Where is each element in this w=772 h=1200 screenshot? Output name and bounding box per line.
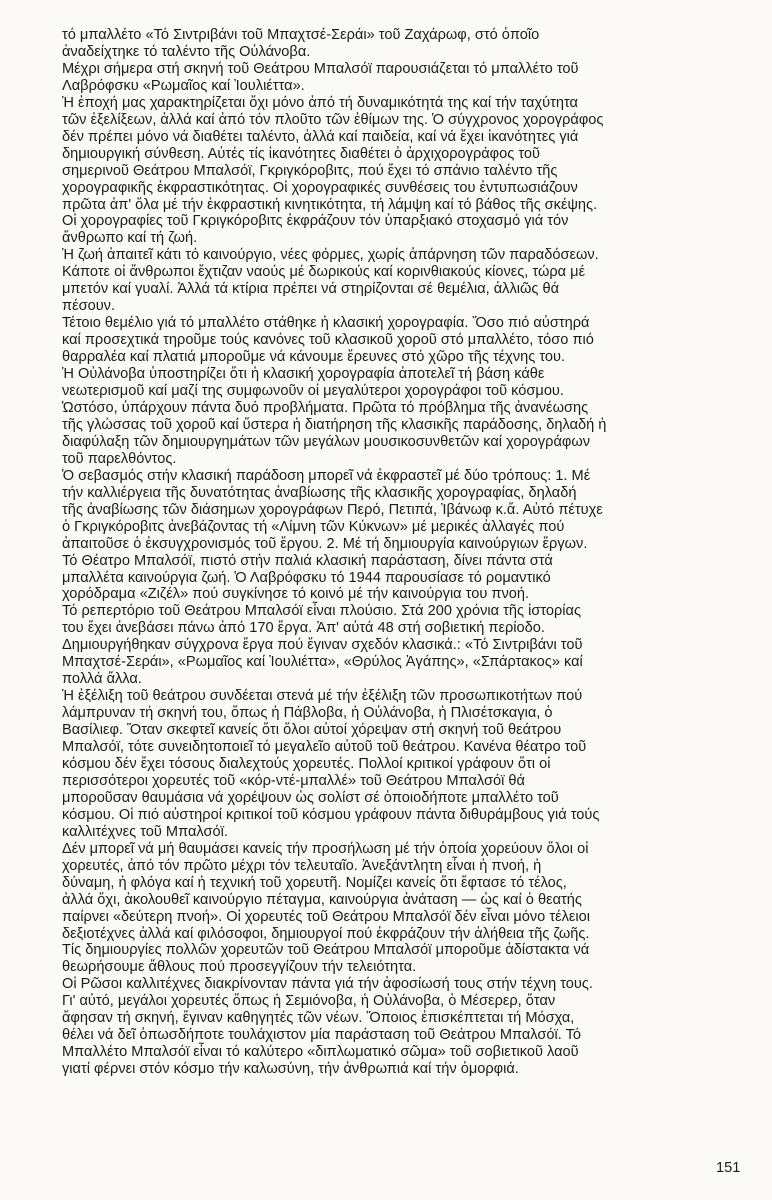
text-line: Δέν μπορεῖ νά μή θαυμάσει κανείς τήν προσήλωση μέ τήν ὁποία χορεύουν ὅλοι οἱ (62, 840, 589, 857)
text-line: Μπαχτσέ-Σεράι», «Ρωμαῖος καί Ἰουλιέττα», «Θρύλος Ἀγάπης», «Σπάρτακος» καί (62, 654, 583, 671)
text-line: Ὁ σεβασμός στήν κλασική παράδοση μπορεῖ νά ἐκφραστεῖ μέ δύο τρόπους: 1. Μέ (62, 467, 591, 484)
text-line: Κάποτε οἱ ἄνθρωποι ἔχτιζαν ναούς μέ δωρικούς καί κορινθιακούς κίονες, τώρα μέ (62, 264, 586, 281)
text-line: χορευτές, ἀπό τόν πρῶτο μέχρι τόν τελευταῖο. Ἀνεξάντλητη εἶναι ἡ πνοή, ἡ (62, 857, 542, 874)
text-line: Οἱ Ρῶσοι καλλιτέχνες διακρίνονταν πάντα γιά τήν ἀφοσίωσή τους στήν τέχνη τους. (62, 976, 593, 993)
text-line: Τό Θέατρο Μπαλσόϊ, πιστό στήν παλιά κλασική παράσταση, δίνει πάντα στά (62, 552, 553, 569)
text-line: καλλιτέχνες τοῦ Μπαλσόϊ. (62, 823, 228, 840)
text-line: θεωρήσουμε ἄθλους πού προσεγγίζουν τήν τελειότητα. (62, 959, 417, 976)
text-line: λάμπρυναν τή σκηνή του, ὅπως ἡ Πάβλοβα, ἡ Οὐλάνοβα, ἡ Πλισέτσκαγια, ὁ (62, 705, 553, 722)
text-line: δύναμη, ἡ φλόγα καί ἡ τεχνική τοῦ χορευτῆ. Νομίζει κανείς ὅτι ἔφτασε τό τέλος, (62, 874, 567, 891)
text-line: κόσμου. Οἱ πιό αὐστηροί κριτικοί τοῦ κόσμου γράφουν πάντα διθυράμβους γιά τούς (62, 806, 600, 823)
text-line: δέν πρέπει μόνο νά διαθέτει ταλέντο, ἀλλά καί παιδεία, καί νά ἔχει ἱκανότητες γιά (62, 128, 579, 145)
text-line: Μέχρι σήμερα στή σκηνή τοῦ Θεάτρου Μπαλσόϊ παρουσιάζεται τό μπαλλέτο τοῦ (62, 60, 579, 77)
text-line: μπαλλέτα καινούργια ζωή. Ὁ Λαβρόφσκυ τό 1944 παρουσίασε τό ρομαντικό (62, 569, 551, 586)
text-line: θέλει νά δεῖ ὁπωσδήποτε τουλάχιστον μία παράσταση τοῦ Θεάτρου Μπαλσόϊ. Τό (62, 1027, 582, 1044)
text-line: χορογραφικῆς ἐκφραστικότητας. Οἱ χορογραφικές συνθέσεις του ἐντυπωσιάζουν (62, 179, 578, 196)
text-line: Γι' αὐτό, μεγάλοι χορευτές ὅπως ἡ Σεμιόνοβα, ἡ Οὐλάνοβα, ὁ Μέσερερ, ὅταν (62, 993, 556, 1010)
text-line: ἄνθρωπο καί τή ζωή. (62, 230, 198, 247)
text-line: ἀναδείχτηκε τό ταλέντο τῆς Οὐλάνοβα. (62, 43, 311, 60)
text-line: Τό ρεπερτόριο τοῦ Θεάτρου Μπαλσόϊ εἶναι πλούσιο. Στά 200 χρόνια τῆς ἱστορίας (62, 603, 582, 620)
text-line: τήν καλλιέργεια τῆς δυνατότητας ἀναβίωσης τῆς κλασικῆς χορογραφίας, δηλαδή (62, 484, 577, 501)
text-line: Οἱ χορογραφίες τοῦ Γκριγκόροβιτς ἐκφράζουν τόν ὑπαρξιακό στοχασμό γιά τόν (62, 213, 569, 230)
text-line: νεωτερισμοῦ καί μαζί της συμφωνοῦν οἱ μεγαλύτεροι χορογράφοι τοῦ κόσμου. (62, 383, 564, 400)
text-line: του ἔχει ἀνεβάσει πάνω ἀπό 170 ἔργα. Ἀπ' αὐτά 48 στή σοβιετική περίοδο. (62, 620, 545, 637)
text-line: τῶν ἐξελίξεων, ἀλλά καί ἀπό τόν πλοῦτο τῶν ἐθίμων της. Ὁ σύγχρονος χορογράφος (62, 111, 604, 128)
text-line: δεξιοτέχνες ἀλλά καί φιλόσοφοι, δημιουργοί πού ἐκφράζουν τήν ἀλήθεια τῆς ζωῆς. (62, 925, 590, 942)
text-line: Τίς δημιουργίες πολλῶν χορευτῶν τοῦ Θεάτρου Μπαλσόϊ μποροῦμε ἀδίστακτα νά (62, 942, 590, 959)
text-line: ἄφησαν τή σκηνή, ἔγιναν καθηγητές τῶν νέων. Ὅποιος ἐπισκέπτεται τή Μόσχα, (62, 1010, 575, 1027)
text-line: τῆς ἀναβίωσης τῶν διάσημων χορογράφων Περό, Πετιπά, Ἰβάνωφ κ.ἄ. Αὐτό πέτυχε (62, 501, 603, 518)
text-line: Ἡ ἐποχή μας χαρακτηρίζεται ὄχι μόνο ἀπό τή δυναμικότητά της καί τήν ταχύτητα (62, 94, 578, 111)
text-line: Ἡ Οὐλάνοβα ὑποστηρίζει ὅτι ἡ κλασική χορογραφία ἀποτελεῖ τή βάση κάθε (62, 366, 545, 383)
text-line: διαφύλαξη τῶν δημιουργημάτων τῶν μεγάλων μουσικοσυνθετῶν καί χορογράφων (62, 433, 591, 450)
text-line: Λαβρόφσκυ «Ρωμαῖος καί Ἰουλιέττα». (62, 77, 305, 94)
text-line: πρῶτα ἀπ' ὅλα μέ τήν ἐκφραστική κινητικότητα, τή λάμψη καί τό βάθος τῆς σκέψης. (62, 196, 598, 213)
text-line: ἀπαιτοῦσε ὁ ἐκσυγχρονισμός τοῦ ἔργου. 2. Μέ τή δημιουργία καινούργιων ἔργων. (62, 535, 588, 552)
text-line: πολλά ἄλλα. (62, 671, 142, 688)
text-line: τοῦ παρελθόντος. (62, 450, 177, 467)
text-line: μπετόν καί γυαλί. Ἀλλά τά κτίρια πρέπει νά στηρίζονται σέ θεμέλια, ἀλλιῶς θά (62, 281, 560, 298)
text-line: Μπαλσόϊ, τότε συνειδητοποιεῖ τό μεγαλεῖο αὐτοῦ τοῦ θεάτρου. Κανένα θέατρο τοῦ (62, 739, 587, 756)
text-line: μποροῦσαν θαυμάσια νά χορέψουν ὡς σολίστ σέ ὁποιοδήποτε μπαλλέτο τοῦ (62, 789, 559, 806)
text-line: Δημιουργήθηκαν σύγχρονα ἔργα πού ἔγιναν σχεδόν κλασικά.: «Τό Σιντριβάνι τοῦ (62, 637, 583, 654)
text-line: τῆς γλώσσας τοῦ χοροῦ καί ὕστερα ἡ διατήρηση τῆς κλασικῆς παράδοσης, δηλαδή ἡ (62, 416, 607, 433)
text-line: ὁ Γκριγκόροβιτς ἀνεβάζοντας τή «Λίμνη τῶν Κύκνων» μέ μερικές ἀλλαγές πού (62, 518, 565, 535)
text-line: Μπαλλέτο Μπαλσόϊ εἶναι τό καλύτερο «διπλωματικό σῶμα» τοῦ σοβιετικοῦ λαοῦ (62, 1044, 579, 1061)
text-line: δημιουργική σύνθεση. Αὐτές τίς ἱκανότητες διαθέτει ὁ ἀρχιχορογράφος τοῦ (62, 145, 541, 162)
text-line: Ἡ ἐξέλιξη τοῦ θεάτρου συνδέεται στενά μέ τήν ἐξέλιξη τῶν προσωπικοτήτων πού (62, 688, 583, 705)
text-line: σημερινοῦ Θεάτρου Μπαλσόϊ, Γκριγκόροβιτς, πού ἔχει τό σπάνιο ταλέντο τῆς (62, 162, 558, 179)
text-line: παίρνει «δεύτερη πνοή». Οἱ χορευτές τοῦ Θεάτρου Μπαλσόϊ δέν εἶναι μόνο τέλειοι (62, 908, 591, 925)
text-line: Ὡστόσο, ὑπάρχουν πάντα δυό προβλήματα. Πρῶτα τό πρόβλημα τῆς ἀνανέωσης (62, 399, 589, 416)
text-line: περισσότεροι χορευτές τοῦ «κόρ-ντέ-μπαλλέ» τοῦ Θεάτρου Μπαλσόϊ θά (62, 772, 525, 789)
text-line: κόσμου δέν ἔχει τόσους διαλεχτούς χορευτές. Πολλοί κριτικοί γράφουν ὅτι οἱ (62, 755, 551, 772)
text-line: γιατί φέρνει στόν κόσμο τήν καλωσύνη, τήν ἀνθρωπιά καί τήν ὀμορφιά. (62, 1061, 519, 1078)
page-number: 151 (716, 1160, 741, 1176)
body-text (62, 27, 752, 1078)
text-line: Βασίλιεφ. Ὅταν σκεφτεῖ κανείς ὅτι ὅλοι αὐτοί χόρεψαν στή σκηνή τοῦ θεάτρου (62, 722, 562, 739)
text-line: καί προσεχτικά τηροῦμε τούς κανόνες τοῦ κλασικοῦ χοροῦ στό μπαλλέτο, τόσο πιό (62, 332, 594, 349)
text-line: χορόδραμα «Ζιζέλ» πού συγκίνησε τό κοινό μέ τήν καινούργια του πνοή. (62, 586, 530, 603)
text-line: ἀλλά ὄχι, ἀκολουθεῖ καινούργιο πέταγμα, καινούργια ἀνάταση — ὡς καί ὁ θεατής (62, 891, 582, 908)
text-line: θαρραλέα καί πλατιά μποροῦμε νά κάνουμε ἔρευνες στό χῶρο τῆς τέχνης του. (62, 349, 566, 366)
text-line: Ἡ ζωή ἀπαιτεῖ κάτι τό καινούργιο, νέες φόρμες, χωρίς ἀπάρνηση τῶν παραδόσεων. (62, 247, 599, 264)
text-line: Τέτοιο θεμέλιο γιά τό μπαλλέτο στάθηκε ἡ κλασική χορογραφία. Ὅσο πιό αὐστηρά (62, 315, 590, 332)
text-line: τό μπαλλέτο «Τό Σιντριβάνι τοῦ Μπαχτσέ-Σεράι» τοῦ Ζαχάρωφ, στό ὁποῖο (62, 27, 540, 43)
text-line: πέσουν. (62, 298, 116, 315)
